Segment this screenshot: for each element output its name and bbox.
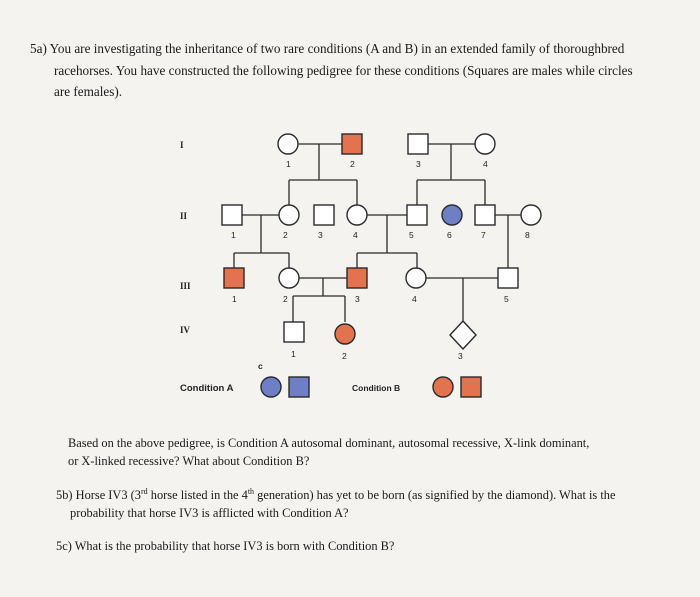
num-III5: 5 [504,294,509,304]
num-II7: 7 [481,230,486,240]
horse-II3-male [314,205,334,225]
legend-condition-b-label: Condition B [352,383,401,393]
horse-IV1-male [284,322,304,342]
q2-line-1 [56,486,615,504]
horse-II5-male [407,205,427,225]
gen-label-II: II [180,211,188,221]
horse-II4-female [347,205,367,225]
legend-mark: c [258,361,263,371]
q2-part-3: generation) has yet to be born (as signified by the diamond). What is the [254,488,616,502]
num-III2: 2 [283,294,288,304]
horse-I3-male [408,134,428,154]
q1-line-2: or X-linked recessive? What about Condition B? [68,454,310,468]
horse-IV2-female-condition-a [335,324,355,344]
horse-II2-female [279,205,299,225]
intro-line-1: 5a) You are investigating the inheritance of two rare conditions (A and B) in an extended family of thoroughbred [30,41,625,56]
question-5c [56,537,394,555]
horse-IV3-unborn-diamond [450,321,476,349]
num-IV1: 1 [291,349,296,359]
num-I1: 1 [286,159,291,169]
horse-I2-male-condition-a [342,134,362,154]
q2-line-2: probability that horse IV3 is afflicted with Condition A? [70,506,349,520]
question-5a [68,434,589,470]
horse-III2-female [279,268,299,288]
num-III1: 1 [232,294,237,304]
q1-line-1: Based on the above pedigree, is Condition A autosomal dominant, autosomal recessive, X-link dominant, [68,436,590,450]
intro-line-3: are females). [54,84,123,99]
num-I3: 3 [416,159,421,169]
num-II3: 3 [318,230,323,240]
num-II8: 8 [525,230,530,240]
intro-line-2: racehorses. You have constructed the following pedigree for these conditions (Squares are males while circles [54,62,633,78]
q2-sup-th: th [247,486,255,496]
num-II5: 5 [409,230,414,240]
legend-b-square [461,377,481,397]
num-II4: 4 [353,230,358,240]
num-IV3: 3 [458,351,463,361]
horse-III3-male-condition-a [347,268,367,288]
num-I2: 2 [350,159,355,169]
q2-part-2: horse listed in the 4 [147,488,248,502]
num-III4: 4 [412,294,417,304]
q3-line-1: 5c) What is the probability that horse IV3 is born with Condition B? [56,539,395,553]
horse-II6-female-condition-b [442,205,462,225]
gen-label-III: III [180,281,191,291]
num-I4: 4 [483,159,488,169]
horse-III1-male-condition-a [224,268,244,288]
q2-sup-rd: rd [141,486,148,496]
horse-II1-male [222,205,242,225]
q2-part-1: 5b) Horse IV3 (3 [56,488,141,502]
num-II2: 2 [283,230,288,240]
horse-II8-female [521,205,541,225]
horse-I1-female [278,134,298,154]
legend-b-circle [433,377,453,397]
num-II6: 6 [447,230,452,240]
gen-label-I: I [180,140,184,150]
horse-II7-male [475,205,495,225]
horse-III5-male [498,268,518,288]
num-IV2: 2 [342,351,347,361]
horse-I4-female [475,134,495,154]
num-II1: 1 [231,230,236,240]
legend-a-square [289,377,309,397]
num-III3: 3 [355,294,360,304]
legend-a-circle [261,377,281,397]
question-5b [56,486,615,522]
gen-label-IV: IV [180,325,191,335]
legend-condition-a-label: Condition A [180,383,234,394]
horse-III4-female [406,268,426,288]
